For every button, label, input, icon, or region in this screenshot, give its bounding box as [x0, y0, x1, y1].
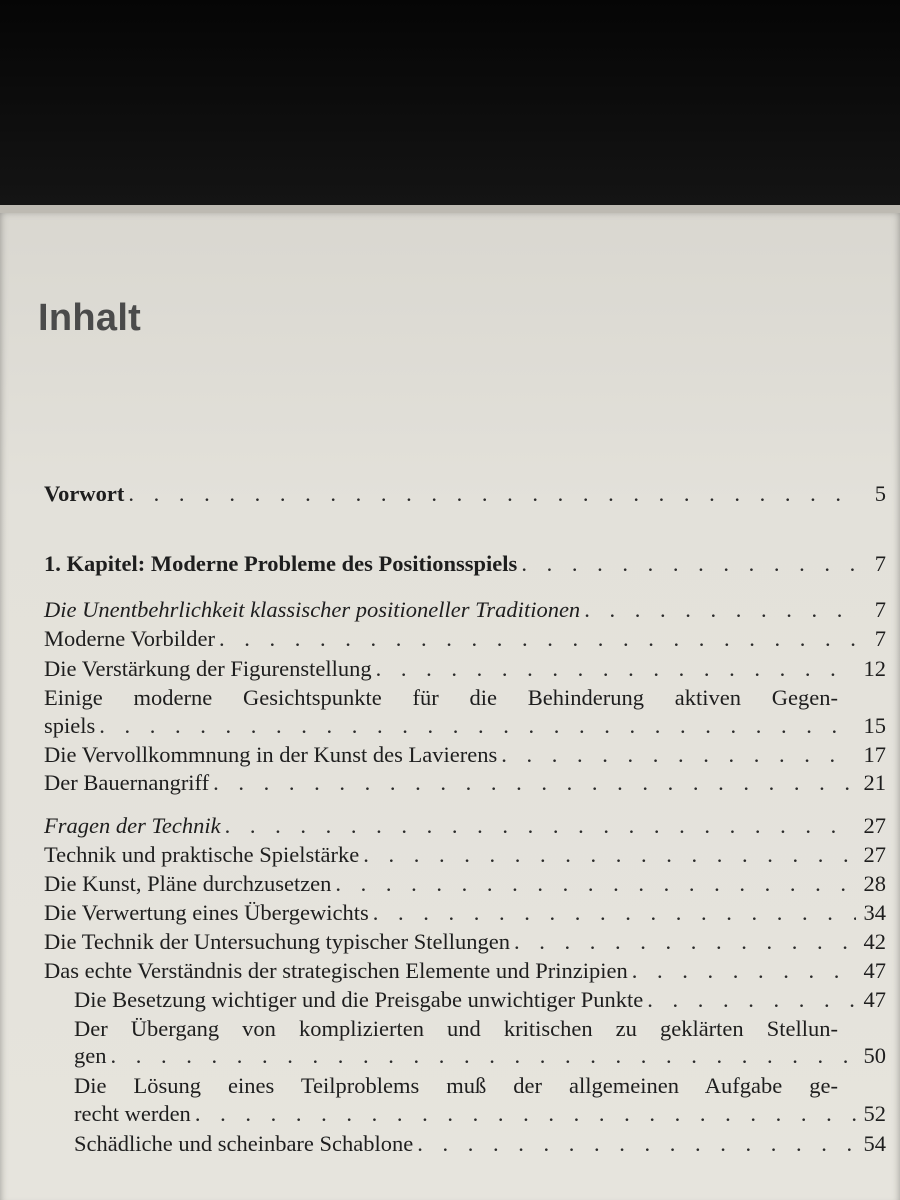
toc-entry-title: recht werden [74, 1101, 191, 1126]
dot-leader [363, 840, 856, 870]
toc-subentry [74, 1129, 886, 1159]
toc-entry-title: Fragen der Technik [44, 813, 221, 838]
toc-subentry [74, 1099, 886, 1129]
toc-entry-title: Technik und praktische Spielstärke [44, 842, 360, 867]
toc-entry [44, 927, 886, 957]
toc-entry [44, 956, 886, 986]
toc-entry-page: 28 [863, 871, 886, 896]
dot-leader [373, 898, 856, 928]
dot-leader [99, 711, 856, 741]
toc-entry-section [44, 811, 886, 841]
dot-leader [376, 654, 856, 684]
dot-leader [647, 985, 856, 1015]
toc-entry-page: 5 [874, 481, 886, 506]
toc-entry-section [44, 595, 886, 625]
toc-entry [44, 869, 886, 899]
toc-entry [44, 654, 886, 684]
dot-leader [225, 811, 856, 841]
toc-entry-page: 17 [863, 742, 886, 767]
dot-leader [417, 1129, 856, 1159]
toc-entry-continued-line: Einige moderne Gesichtspunkte für die Behinderung aktiven Gegen- [44, 685, 838, 710]
dot-leader [335, 869, 856, 899]
dot-leader [195, 1099, 856, 1129]
toc-entry-title: Die Kunst, Pläne durchzusetzen [44, 871, 332, 896]
toc-subentry-continued-line: Der Übergang von komplizierten und kritischen zu geklärten Stellun- [74, 1016, 838, 1041]
page-edge [0, 205, 900, 213]
toc-subentry [74, 985, 886, 1015]
dot-leader [501, 740, 856, 770]
toc-entry-page: 15 [863, 713, 886, 738]
dot-leader [584, 595, 856, 625]
toc-entry-title: Das echte Verständnis der strategischen Elemente und Prinzipien [44, 958, 628, 983]
toc-entry-page: 34 [863, 900, 886, 925]
toc-entry-page: 21 [863, 770, 886, 795]
toc-entry-title: Die Unentbehrlichkeit klassischer positioneller Traditionen [44, 597, 581, 622]
toc-entry-page: 47 [863, 958, 886, 983]
toc-entry [44, 840, 886, 870]
toc-entry-title: Die Technik der Untersuchung typischer Stellungen [44, 929, 511, 954]
toc-entry-page: 27 [863, 813, 886, 838]
toc-subentry [74, 1041, 886, 1071]
toc-entry-title: Die Vervollkommnung in der Kunst des Lavierens [44, 742, 498, 767]
toc-entry-title: gen [74, 1043, 107, 1068]
dot-leader [514, 927, 856, 957]
dot-leader [128, 479, 856, 509]
toc-entry-title: 1. Kapitel: Moderne Probleme des Positionsspiels [44, 551, 518, 576]
toc-entry-page: 7 [874, 626, 886, 651]
toc-entry-title: Die Verwertung eines Übergewichts [44, 900, 369, 925]
toc-entry-page: 12 [863, 656, 886, 681]
toc-subentry-continued-line: Die Lösung eines Teilproblems muß der allgemeinen Aufgabe ge- [74, 1073, 838, 1098]
toc-entry-title: Die Verstärkung der Figurenstellung [44, 656, 372, 681]
dot-leader [213, 768, 856, 798]
toc-entry-title: Vorwort [44, 481, 125, 506]
toc-entry-chapter-1 [44, 549, 886, 579]
toc-entry-page: 47 [863, 987, 886, 1012]
toc-entry-title: Moderne Vorbilder [44, 626, 216, 651]
toc-entry-page: 7 [874, 551, 886, 576]
toc-entry-page: 27 [863, 842, 886, 867]
toc-entry [44, 624, 886, 654]
dot-leader [219, 624, 856, 654]
toc-entry [44, 711, 886, 741]
toc-entry-vorwort [44, 479, 886, 509]
toc-entry-title: Schädliche und scheinbare Schablone [74, 1131, 414, 1156]
dot-leader [521, 549, 856, 579]
toc-entry [44, 768, 886, 798]
toc-entry-title: Die Besetzung wichtiger und die Preisgabe unwichtiger Punkte [74, 987, 644, 1012]
toc-entry-page: 54 [863, 1131, 886, 1156]
toc-entry-title: Der Bauernangriff [44, 770, 210, 795]
dark-background [0, 0, 900, 205]
toc-entry-page: 7 [874, 597, 886, 622]
toc-entry-page: 42 [863, 929, 886, 954]
toc-entry [44, 898, 886, 928]
toc-entry-page: 52 [863, 1101, 886, 1126]
toc-entry-page: 50 [863, 1043, 886, 1068]
dot-leader [632, 956, 856, 986]
page-title: Inhalt [38, 297, 142, 339]
toc-entry [44, 740, 886, 770]
toc-entry-title: spiels [44, 713, 96, 738]
dot-leader [111, 1041, 857, 1071]
